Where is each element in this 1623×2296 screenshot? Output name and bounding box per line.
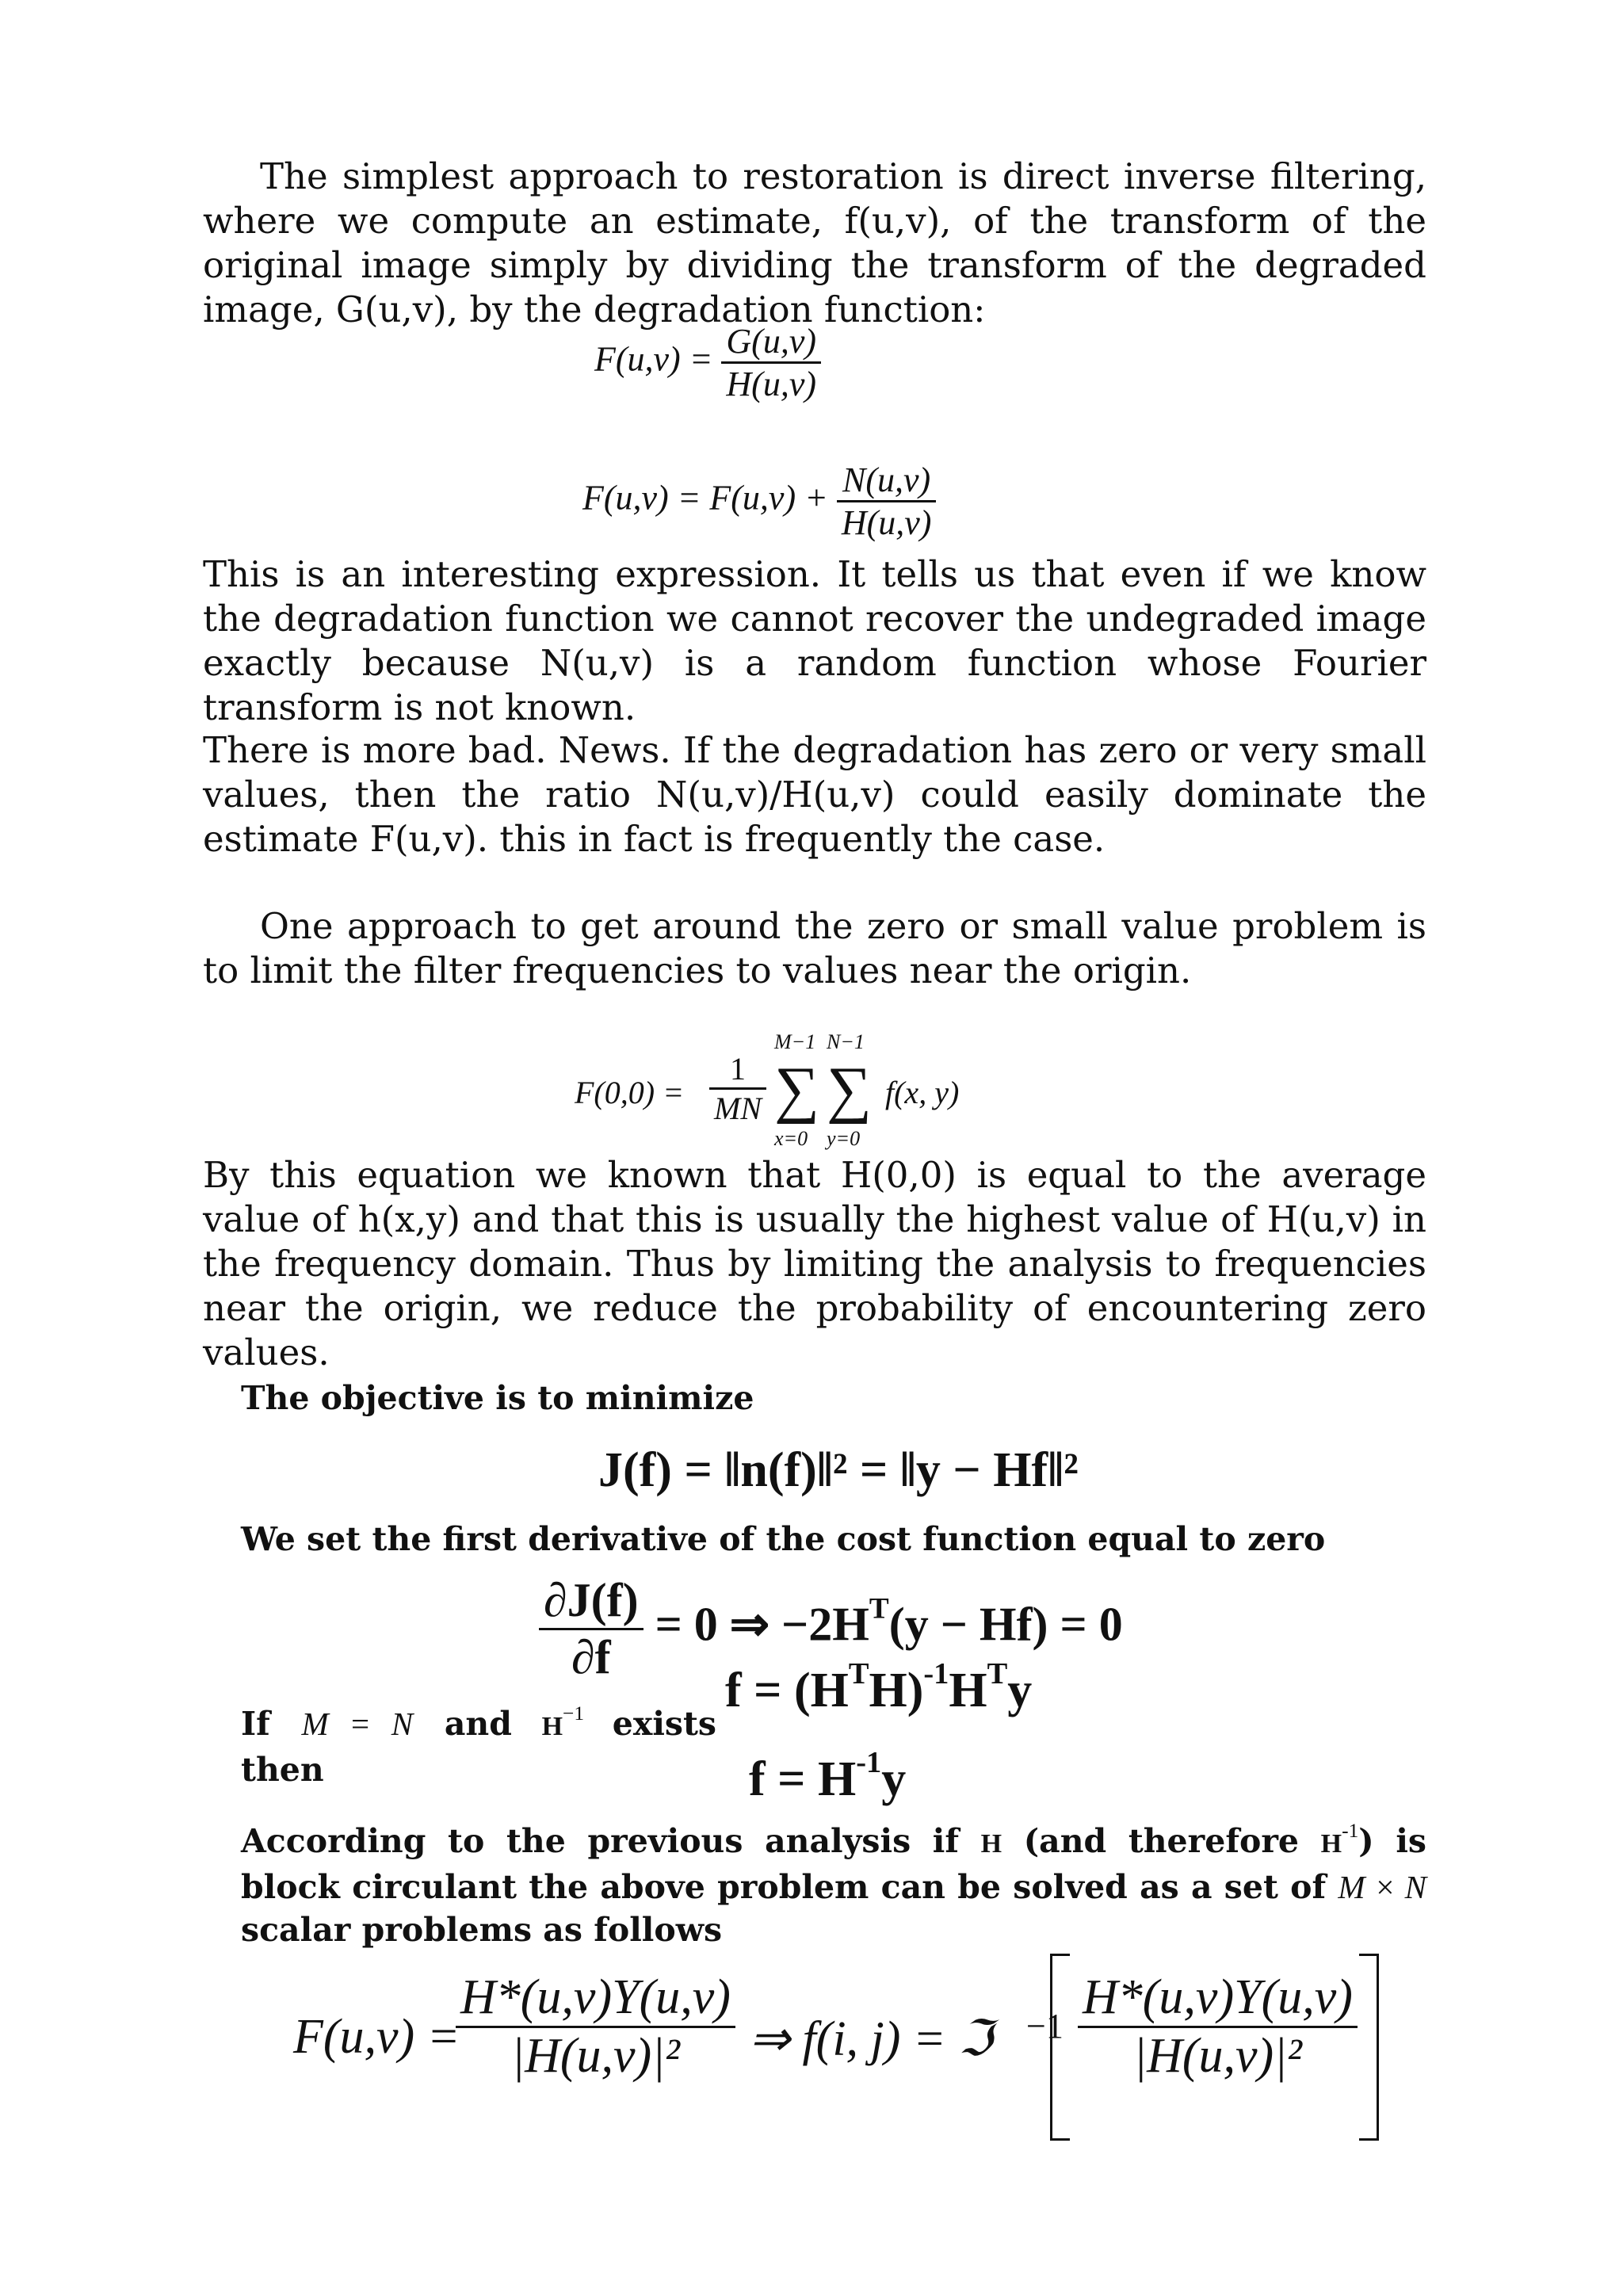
according-h: H — [980, 1829, 1002, 1859]
left-bracket — [1050, 1954, 1070, 2141]
paragraph-inverse-filtering: The simplest approach to restoration is direct inverse filtering, where we compute an estimate, f(u,v), of the transform of the original image simply by dividing the transform of the degraded image, G(u,v), by the degradation function: — [203, 155, 1426, 330]
if-and: and — [444, 1705, 512, 1743]
if-condition-line — [241, 1702, 716, 1791]
equation-least-squares-solution — [725, 1657, 1033, 1719]
paragraph-more-bad-news: There is more bad. News. If the degradation has zero or very small values, then the ratio N(u,v)/H(u,v) could easily dominate the estimate F(u,v). this in fact is frequently the case. — [203, 729, 1426, 860]
according-text-3: ) is block circulant the above problem can be solved as a set of — [241, 1822, 1426, 1906]
eq8-numerator-2: H*(u,v)Y(u,v) — [1078, 1969, 1358, 2028]
eq5-rhs: = 0 ⇒ −2H — [655, 1598, 869, 1651]
eq3-lhs: F(0,0) = — [575, 1075, 685, 1110]
eq8-denominator: |H(u,v)|² — [511, 2029, 680, 2083]
derivative-heading: We set the first derivative of the cost function equal to zero — [241, 1520, 1326, 1558]
eq1-fraction — [721, 321, 821, 404]
eq5-numerator: ∂J(f) — [539, 1573, 643, 1630]
block-circulant-paragraph — [241, 1820, 1426, 1951]
according-text-1: According to the previous analysis if — [241, 1822, 959, 1860]
eq3-numerator: 1 — [709, 1050, 766, 1090]
equation-inverse-solution — [749, 1746, 907, 1808]
if-h-inverse-exp: −1 — [563, 1702, 585, 1725]
eq2-fraction — [837, 460, 937, 543]
sum-symbol-2: ∑ — [827, 1055, 873, 1125]
eq5-rhs-exp: T — [869, 1592, 889, 1626]
eq6-exp2: -1 — [923, 1657, 949, 1691]
eq7-text2: y — [881, 1752, 907, 1806]
equation-cost-function — [598, 1442, 1079, 1499]
eq6-text: f = (H — [725, 1664, 849, 1717]
equation-noise-term — [582, 460, 936, 543]
eq3-sum2-bottom: y=0 — [827, 1127, 861, 1150]
if-prefix: If — [241, 1705, 270, 1743]
eq5-rhs2: (y − Hf) = 0 — [888, 1598, 1123, 1651]
if-condition: M = N — [301, 1706, 414, 1742]
paragraph-limit-frequencies: One approach to get around the zero or small value problem is to limit the filter frequencies to values near the origin. — [203, 905, 1426, 991]
paragraph-limiting-analysis: By this equation we known that H(0,0) is equal to the average value of h(x,y) and that this is usually the highest value of H(u,v) in the frequency domain. Thus by limiting the analysis to frequencies near the origin, we reduce the probability of encountering zero values. — [203, 1154, 1426, 1373]
eq8-fraction-2 — [1078, 1969, 1358, 2084]
eq3-function: f(x, y) — [885, 1075, 960, 1110]
eq2-denominator: H(u,v) — [841, 503, 932, 542]
eq6-text4: y — [1007, 1664, 1033, 1717]
paragraph-interesting-expression: This is an interesting expression. It tells us that even if we know the degradation function we cannot recover the undegraded image exactly because N(u,v) is a random function whose Fourier transform is not known. — [203, 553, 1426, 728]
if-h-inverse: H — [541, 1712, 563, 1741]
eq7-exp1: -1 — [856, 1746, 882, 1780]
equation-scalar-problems — [293, 1954, 1403, 2144]
eq3-denominator: MN — [714, 1091, 762, 1126]
according-h-inverse: H — [1320, 1829, 1342, 1859]
eq8-denominator-2: |H(u,v)|² — [1133, 2029, 1302, 2083]
objective-heading: The objective is to minimize — [241, 1379, 754, 1417]
according-text-4: scalar problems as follows — [241, 1911, 723, 1949]
equation-inverse-filter — [594, 321, 821, 404]
eq3-sum1-bottom: x=0 — [774, 1127, 808, 1150]
sum-symbol-1: ∑ — [774, 1055, 820, 1125]
eq3-fraction — [709, 1050, 766, 1127]
eq6-exp3: T — [987, 1657, 1008, 1691]
eq3-sum1-top: M−1 — [774, 1030, 816, 1053]
eq1-lhs: F(u,v) = — [594, 339, 713, 379]
equation-average-value — [575, 1030, 1018, 1157]
eq1-denominator: H(u,v) — [726, 365, 817, 403]
eq5-fraction — [539, 1573, 643, 1685]
eq6-exp1: T — [848, 1657, 869, 1691]
eq5-denominator: ∂f — [571, 1631, 611, 1683]
eq1-numerator: G(u,v) — [721, 321, 821, 364]
eq7-text: f = H — [749, 1752, 857, 1806]
eq8-inverse-exp: −1 — [1026, 2007, 1064, 2046]
eq6-text3: H — [949, 1664, 987, 1717]
according-h-inverse-exp: -1 — [1342, 1819, 1359, 1842]
eq8-numerator: H*(u,v)Y(u,v) — [456, 1969, 735, 2028]
eq6-text2: H) — [869, 1664, 924, 1717]
eq8-lhs: F(u,v) = — [293, 2010, 460, 2064]
according-text-2: (and therefore — [1023, 1822, 1300, 1860]
eq2-numerator: N(u,v) — [837, 460, 937, 502]
right-bracket — [1359, 1954, 1379, 2141]
eq8-fraction-1 — [456, 1969, 735, 2084]
eq8-arrow: ⇒ f(i, j) = ℑ — [749, 2012, 993, 2066]
eq4-text: J(f) = ‖n(f)‖² = ‖y − Hf‖² — [598, 1443, 1079, 1497]
according-mn: M × N — [1338, 1869, 1426, 1905]
eq2-lhs: F(u,v) = F(u,v) + — [582, 478, 828, 518]
if-suffix: exists then — [241, 1705, 717, 1789]
eq3-sum2-top: N−1 — [827, 1030, 865, 1053]
